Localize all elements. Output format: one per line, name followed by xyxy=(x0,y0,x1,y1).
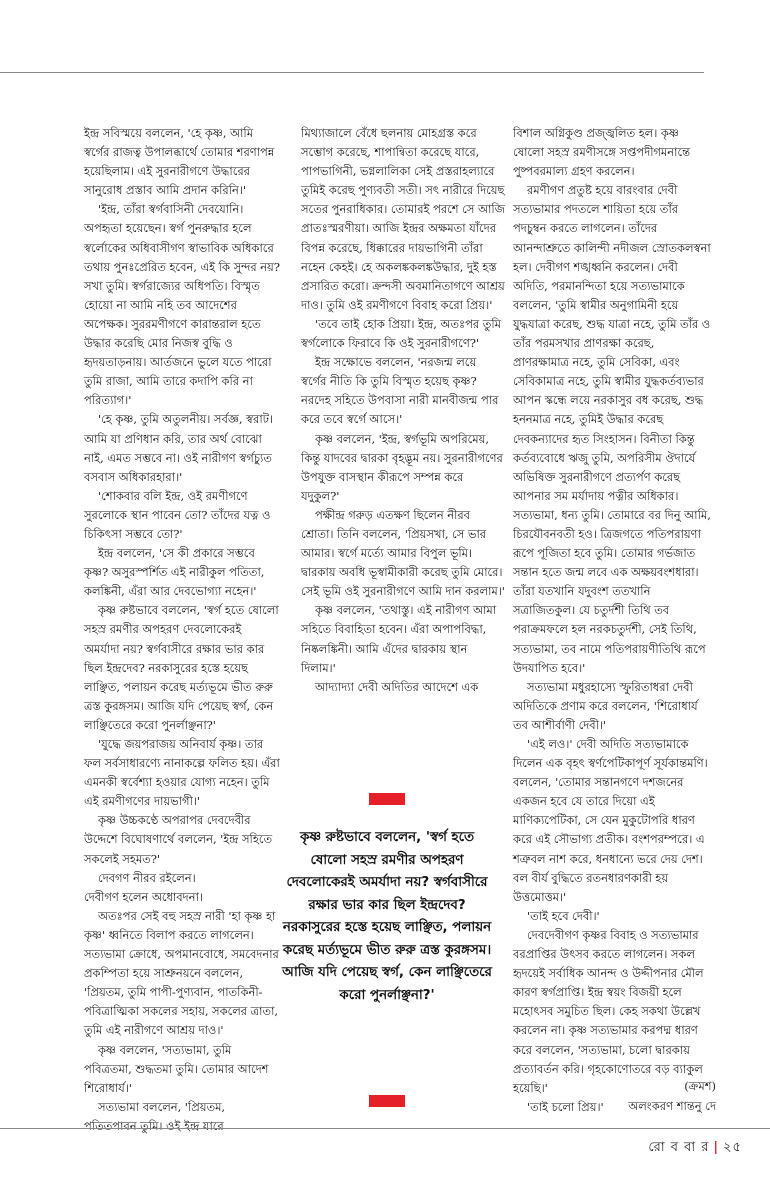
paragraph: সত্যভামা মধুরহাস্যে স্ফুরিতাধরা দেবী অদিতিকে প্রণাম করে বললেন, 'শিরোধার্য তব আশীর্বাণী দেবী।' xyxy=(513,679,698,732)
top-rule xyxy=(0,72,704,73)
paragraph: 'ইন্দ্র, তাঁরা স্বর্গবাসিনী দেবযোনি। অপহৃতা হয়েছেন। স্বর্গ পুনরুদ্ধার হলে স্বর্লোকের অধিবাসীগণ স্বাভাবিক অধিকারে তথায় পুনঃপ্রেরিত হবেন, এই কি সুন্দর নয়? সখা তুমি। স্বর্গরাজ্যের অধিপতি। বিস্মৃত হোয়ো না আমি নহি তব আদেশের অপেক্ষক। সুররমণীগণে কারান্তরাল হতে উদ্ধার করেছি মোর নিজস্ব বুদ্ধি ও হৃদয়তাড়নায়। আর্তজনে ভুলে যতে পারো তুমি রাজা, আমি তারে কদাপি করি না পরিত্যাগ।' xyxy=(84,202,280,408)
pull-quote-bottom-bar xyxy=(369,1095,405,1107)
magazine-name: রো ব বা র xyxy=(648,1140,710,1155)
page-number: ২৫ xyxy=(723,1140,742,1155)
illustration-credit: অলংকরণ শান্তনু দে xyxy=(628,1099,716,1113)
pull-quote-text: কৃষ্ণ রুষ্টভাবে বললেন, 'স্বর্গ হতে ষোলো সহস্র রমণীর অপহরণ দেবলোকেরই অমর্যাদা নয়? স্বর্গবাসীরে রক্ষার ভার কার ছিল ইন্দ্রদেব? নরকাসুরের হস্তে হয়েছ লাঞ্ছিত, পলায়ন করেছ মর্ত্যভূমে ভীত রুরু ত্রস্ত কুরঙ্গসম। আজি যদি পেয়েছ স্বর্গ, কেন লাঞ্ছিতেরে করো পুনর্লাঞ্ছনা?' xyxy=(282,830,492,1003)
paragraph: দেবগণ নীরব রইলেন। xyxy=(98,870,196,885)
paragraph: কৃষ্ণ উচ্চকণ্ঠে অপরাপর দেবদেবীর উদ্দেশে বিঘোষণার্থে বললেন, 'ইন্দ্র সহিতে সকলেই সহমত?' xyxy=(84,813,273,866)
paragraph: ইন্দ্র বললেন, 'সে কী প্রকারে সম্ভবে কৃষ্ণ? অসুরস্পর্শিত এই নারীকুল পতিতা, কলঙ্কিনী, এঁরা আর দেবভোগ্যা নহেন।' xyxy=(84,546,265,599)
paragraph: 'তাই হবে দেবী।' xyxy=(527,908,600,923)
paragraph: কৃষ্ণ বললেন, 'ইন্দ্র, স্বর্গভূমি অপরিমেয়, কিন্তু যাদবের দ্বারকা বৃহদ্ভূম নয়। সুরনারীগণের উপযুক্ত বাসস্থান কীরূপে সম্পন্ন করে যদুকুল?' xyxy=(301,431,503,503)
pull-quote-box xyxy=(282,785,492,1105)
paragraph: 'শোকবার বলি ইন্দ্র, ওই রমণীগণে সুরলোকে স্থান পাবেন তো? তাঁদের যত্ন ও চিকিৎসা সম্ভবে তো?' xyxy=(84,488,271,541)
paragraph: পক্ষীন্দ্র গরুড় এতক্ষণ ছিলেন নীরব শ্রোতা। তিনি বললেন, 'প্রিয়সখা, সে ভার আমার। স্বর্গে মর্ত্যে আমার বিপুল ভূমি। দ্বারকায় অবধি ভূস্বামীকারী করেছ তুমি মোরে। সেই ভূমি ওই সুরনারীগণে আমি দান করলাম।' xyxy=(301,507,505,599)
article-column-2 xyxy=(301,124,505,824)
paragraph: সত্যভামা বললেন, 'প্রিয়তম, পতিতপাবন তুমি। ওই ইন্দ্র যারে xyxy=(84,1099,225,1133)
paragraph: 'তাই চলো প্রিয়।' xyxy=(527,1099,604,1114)
paragraph: রমণীগণ প্রতুষ্ট হয়ে বারংবার দেবী সত্যভামার পদতলে শায়িতা হয়ে তাঁর পদচুম্বন করতে লাগলেন। তাঁদের আনন্দাশ্রুতে কালিন্দী নদীজল স্রোতকলস্বনা হল। দেবীগণ শঙ্খধ্বনি করলেন। দেবী অদিতি, পরমানন্দিতা হয়ে সত্যভামাকে বললেন, 'তুমি স্বামীর অনুগামিনী হয়ে যুদ্ধযাত্রা করেছ, শুদ্ধ যাত্রা নহে, তুমি তাঁর ও তাঁর পরমসখার প্রাণরক্ষা করেছ, প্রাণরক্ষামাত্র নহে, তুমি সেবিকা, এবং সেবিকামাত্র নহে, তুমি স্বামীর যুদ্ধকর্তব্যভার আপন স্কন্ধে লয়ে নরকাসুর বধ করেছ, শুদ্ধ হননমাত্র নহে, তুমিই উদ্ধার করেছ দেবকন্যাদের হৃত সিংহাসন। বিনীতা কিন্তু কর্তব্যবোধে ঋজু তুমি, অপরিসীম ঔদার্যে অভিষিক্ত সুরনারীগণে প্রত্যর্পণ করেছ আপনার সম মর্যাদায় পত্নীর অধিকার। সত্যভামা, ধন্য তুমি। তোমারে বর দিনু আমি, চিরযৌবনবতী হও। ত্রিজগতে পতিপরায়ণা রূপে পূজিতা হবে তুমি। তোমার গর্ভজাত সন্তান হতে জন্ম লবে এক অক্ষয়বংশধারা। তাঁরা যতখানি যদুবংশ ততখানি সত্রাজিতকুল। যে চতুর্দশী তিথি তব পরাক্রমফলে হল নরকচতুর্দশী, সেই তিথি, সত্যভামা, তব নামে পতিপরায়ণীতিথি রূপে উদযাপিত হবে।' xyxy=(513,183,711,675)
paragraph: আদ্যাদ্যা দেবী অদিতির আদেশে এক xyxy=(315,679,479,694)
paragraph: কৃষ্ণ বললেন, 'সত্যভামা, তুমি পবিত্রতমা, শুদ্ধতমা তুমি। তোমার আদেশ শিরোধার্য।' xyxy=(84,1042,269,1095)
paragraph: ইন্দ্র সক্ষোভে বললেন, 'নরজন্ম লয়ে স্বর্গের নীতি কি তুমি বিস্মৃত হয়েছ কৃষ্ণ? নরদেহ সহিতে উপবাসা নারী মানবীজন্ম পার করে তবে স্বর্গে আসে।' xyxy=(301,355,499,427)
paragraph: 'যুদ্ধে জয়পরাজয় অনিবার্য কৃষ্ণ। তার ফল সর্বসাধারণ্যে নানাকল্পে ফলিত হয়। এঁরা এমনকী স্বর্বেশ্যা হওয়ার যোগ্য নহেন। তুমি এই রমণীগণের দায়ভাগী।' xyxy=(84,737,280,809)
article-column-1 xyxy=(84,124,280,1133)
paragraph: মিথ্যাজালে বেঁধে ছলনায় মোহগ্রস্ত করে সম্ভোগ করেছে, শাপান্বিতা করেছে যারে, পাপভাগিনী, ভগ্নলালিকা সেই প্রস্তরাহল্যারে তুমিই করেছ পুণ্যবতী সতী। সৎ নারীরে দিয়েছ সতের পুনরাধিকার। তোমারই পরশে সে আজি প্রাতঃস্মরণীয়া। আজি ইন্দ্রর অক্ষমতা যাঁদের বিপন্ন করেছে, ধিক্কারের দায়ভাগিনী তাঁরা নহেন কেহই। হে অকলঙ্ককলঙ্কউদ্ধার, দুই হস্ত প্রসারিত করো। ক্রন্দসী অবমানিতাগণে আশ্রয় দাও। তুমি ওই রমণীগণে বিবাহ করো প্রিয়।' xyxy=(301,126,505,312)
paragraph: দেবীগণ হলেন অধোবদনা। xyxy=(84,889,203,904)
page-footer xyxy=(648,1138,742,1159)
continued-label: (ক্রমশ) xyxy=(684,1079,716,1093)
paragraph: 'তবে তাই হোক প্রিয়া। ইন্দ্র, অতঃপর তুমি স্বর্গলোকে ফিরাবে কি ওই সুরনারীগণে?' xyxy=(301,316,501,351)
paragraph: কৃষ্ণ রুষ্টভাবে বললেন, 'স্বর্গ হতে ষোলো সহস্র রমণীর অপহরণ দেবলোকেরই অমর্যাদা নয়? স্বর্গবাসীরে রক্ষার ভার কার ছিল ইন্দ্রদেব? নরকাসুরের হস্তে হয়েছ লাঞ্ছিত, পলায়ন করেছ মর্ত্যভূমে ভীত রুরু ত্রস্ত কুরঙ্গসম। আজি যদি পেয়েছ স্বর্গ, কেন লাঞ্ছিতেরে করো পুনর্লাঞ্ছনা?' xyxy=(84,603,279,732)
paragraph: অতঃপর সেই বহু সহস্র নারী 'হা কৃষ্ণ হা কৃষ্ণ' ধ্বনিতে বিলাপ করতে লাগলেন। সত্যভামা ক্রোধে, অপমানবোধে, সমবেদনার প্রকম্পিতা হয়ে সাশ্রুনয়নে বললেন, 'প্রিয়তম, তুমি পাপী-পুণ্যবান, পাতকিনী-পবিত্রাত্মিকা সকলের সহায়, সকলের ত্রাতা, তুমি এই নারীগণে আশ্রয় দাও।' xyxy=(84,908,279,1038)
footer-separator: | xyxy=(713,1140,720,1155)
paragraph: ইন্দ্র সবিস্ময়ে বললেন, 'হে কৃষ্ণ, আমি স্বর্গের রাজত্ব উপালব্ধার্থে তোমার শরণাপন্ন হয়েছিলাম। এই সুরনারীগণে উদ্ধারের সানুরোধ প্রস্তাব আমি প্রদান করিনি।' xyxy=(84,126,275,198)
paragraph: দেবদেবীগণ কৃষ্ণর বিবাহ ও সত্যভামার বরপ্রাপ্তির উৎসব করতে লাগলেন। সকল হৃদয়েই সর্বাধিক আনন্দ ও উদ্দীপনার মৌল কারণ স্বর্গপ্রাপ্তি। ইন্দ্র স্বয়ং বিজয়ী হলে মহোৎসব সমুচিত ছিল। কেহ সকথা উল্লেখ করলেন না। কৃষ্ণ সত্যভামার করপদ্ম ধারণ করে বললেন, 'সত্যভামা, চলো দ্বারকায় প্রত্যাবর্তন করি। গৃহকোণোতরে বড় ব্যাকুল হয়েছি।' xyxy=(513,927,704,1095)
pull-quote-top-bar xyxy=(369,793,405,805)
bottom-rule xyxy=(0,1128,770,1129)
paragraph: 'হে কৃষ্ণ, তুমি অতুলনীয়। সর্বজ্ঞ, স্বরাট। আমি যা প্রণিধান করি, তার অর্থ বোঝো নাই, এমত সম্ভবে না। ওই নারীগণ স্বর্গচ্যুত বসবাস অধিকারহারা।' xyxy=(84,412,273,484)
paragraph: কৃষ্ণ বললেন, 'তথাস্তু। এই নারীগণ আমা সহিতে বিবাহিতা হবেন। এঁরা অপাপবিদ্ধা, নিষ্কলঙ্কিনী। আমি এঁদের দ্বারকায় স্থান দিলাম।' xyxy=(301,603,497,675)
paragraph: 'এই লও।' দেবী অদিতি সত্যভামাকে দিলেন এক বৃহৎ স্বর্ণপেটিকাপূর্ণ সূর্যকান্তমণি। বললেন, 'তোমার সন্তানগণে দশজনের একজন হবে যে তারে দিয়ো এই মাণিক্যপেটিকা, সে যেন মুকুটোপরি ধারণ করে এই সৌভাগ্য প্রতীক। বংশপরম্পরে। এ শত্রুবল নাশ করে, ধনধান্যে ভরে দেয় দেশ। বল বীর্য বুদ্ধিতে রতনধারণকারী হয় উত্তমোত্তম।' xyxy=(513,737,708,904)
article-credits xyxy=(628,1076,716,1116)
paragraph: বিশাল অগ্নিকুণ্ড প্রজ্জ্বলিত হল। কৃষ্ণ ষোলো সহস্র রমণীসঙ্গে সপ্তপদীগমনান্তে পুষ্পবরমাল্য গ্রহণ করলেন। xyxy=(513,126,690,179)
